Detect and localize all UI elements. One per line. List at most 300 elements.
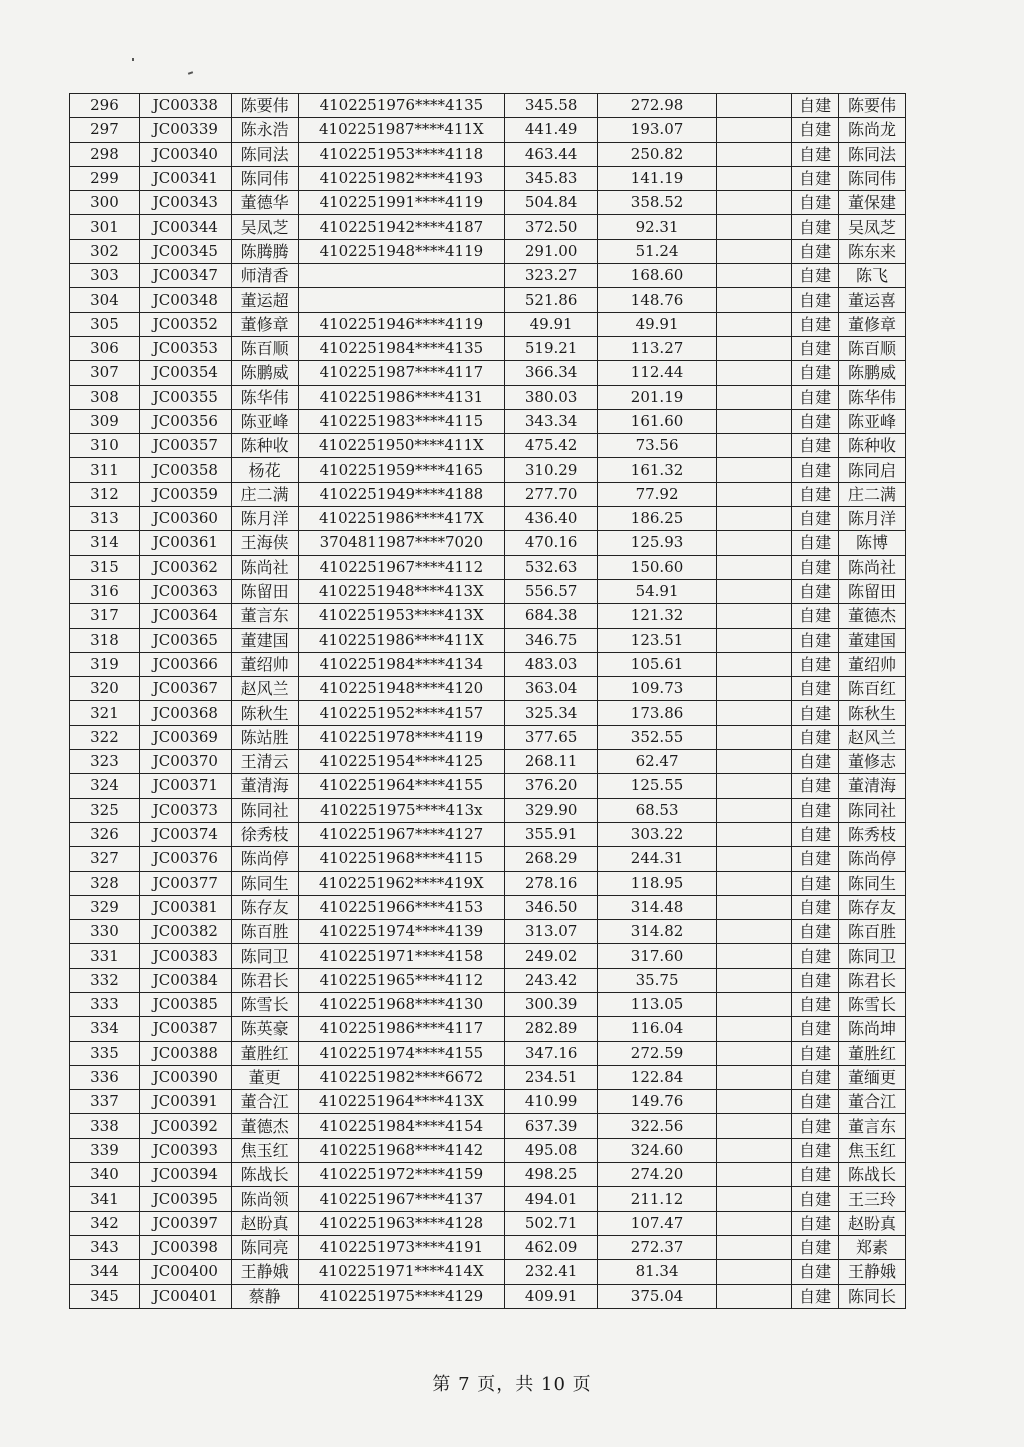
cell-area-1: 684.38: [505, 604, 598, 628]
cell-row-number: 303: [70, 264, 140, 288]
cell-area-1: 498.25: [505, 1163, 598, 1187]
cell-area-1: 470.16: [505, 531, 598, 555]
cell-build-type: 自建: [792, 774, 839, 798]
cell-id-number: 4102251964****413X: [298, 1090, 505, 1114]
cell-remark: [717, 579, 792, 603]
cell-name: 陈华伟: [231, 385, 298, 409]
table-row: [70, 1090, 906, 1114]
cell-build-type: 自建: [792, 652, 839, 676]
cell-name: 徐秀枝: [231, 822, 298, 846]
cell-record-code: JC00367: [139, 677, 231, 701]
cell-build-type: 自建: [792, 1235, 839, 1259]
cell-owner-name: 董缅更: [839, 1065, 906, 1089]
cell-build-type: 自建: [792, 1260, 839, 1284]
cell-area-1: 483.03: [505, 652, 598, 676]
cell-id-number: 4102251986****411X: [298, 628, 505, 652]
cell-owner-name: 郑素: [839, 1235, 906, 1259]
cell-build-type: 自建: [792, 409, 839, 433]
table-row: [70, 1163, 906, 1187]
cell-area-1: 268.11: [505, 750, 598, 774]
cell-remark: [717, 312, 792, 336]
cell-id-number: 4102251986****417X: [298, 507, 505, 531]
cell-name: 董德杰: [231, 1114, 298, 1138]
table-row: [70, 871, 906, 895]
table-row: [70, 142, 906, 166]
cell-row-number: 336: [70, 1065, 140, 1089]
cell-name: 陈腾腾: [231, 239, 298, 263]
cell-build-type: 自建: [792, 920, 839, 944]
cell-remark: [717, 142, 792, 166]
cell-build-type: 自建: [792, 531, 839, 555]
cell-id-number: 4102251968****4130: [298, 992, 505, 1016]
cell-remark: [717, 944, 792, 968]
cell-area-2: 81.34: [598, 1260, 717, 1284]
page-footer: 第 7 页，共 10 页: [432, 1374, 592, 1395]
cell-area-1: 268.29: [505, 847, 598, 871]
cell-record-code: JC00357: [139, 434, 231, 458]
table-row: [70, 1260, 906, 1284]
cell-name: 董德华: [231, 191, 298, 215]
cell-name: 董胜红: [231, 1041, 298, 1065]
cell-area-2: 105.61: [598, 652, 717, 676]
cell-owner-name: 董胜红: [839, 1041, 906, 1065]
cell-remark: [717, 652, 792, 676]
cell-owner-name: 陈同伟: [839, 166, 906, 190]
cell-area-1: 409.91: [505, 1284, 598, 1308]
cell-record-code: JC00353: [139, 336, 231, 360]
table-row: [70, 409, 906, 433]
cell-id-number: 4102251946****4119: [298, 312, 505, 336]
cell-row-number: 296: [70, 94, 140, 118]
cell-build-type: 自建: [792, 94, 839, 118]
cell-area-1: 519.21: [505, 336, 598, 360]
cell-name: 王清云: [231, 750, 298, 774]
cell-area-1: 243.42: [505, 968, 598, 992]
cell-row-number: 324: [70, 774, 140, 798]
cell-record-code: JC00387: [139, 1017, 231, 1041]
cell-area-1: 345.58: [505, 94, 598, 118]
cell-area-1: 441.49: [505, 118, 598, 142]
cell-owner-name: 陈尚社: [839, 555, 906, 579]
cell-name: 陈鹏威: [231, 361, 298, 385]
cell-build-type: 自建: [792, 992, 839, 1016]
cell-record-code: JC00354: [139, 361, 231, 385]
cell-id-number: 4102251976****4135: [298, 94, 505, 118]
cell-remark: [717, 920, 792, 944]
cell-remark: [717, 1090, 792, 1114]
cell-area-1: 300.39: [505, 992, 598, 1016]
cell-owner-name: 董修志: [839, 750, 906, 774]
cell-build-type: 自建: [792, 1017, 839, 1041]
cell-owner-name: 陈百胜: [839, 920, 906, 944]
cell-build-type: 自建: [792, 1041, 839, 1065]
cell-name: 陈月洋: [231, 507, 298, 531]
table-row: [70, 847, 906, 871]
cell-record-code: JC00385: [139, 992, 231, 1016]
cell-row-number: 329: [70, 895, 140, 919]
cell-build-type: 自建: [792, 312, 839, 336]
cell-remark: [717, 1017, 792, 1041]
cell-id-number: 4102251972****4159: [298, 1163, 505, 1187]
cell-remark: [717, 871, 792, 895]
table-row: [70, 1041, 906, 1065]
cell-area-1: 475.42: [505, 434, 598, 458]
cell-name: 陈秋生: [231, 701, 298, 725]
cell-name: 师清香: [231, 264, 298, 288]
cell-row-number: 306: [70, 336, 140, 360]
cell-record-code: JC00392: [139, 1114, 231, 1138]
cell-row-number: 344: [70, 1260, 140, 1284]
cell-build-type: 自建: [792, 750, 839, 774]
cell-build-type: 自建: [792, 968, 839, 992]
cell-id-number: 4102251971****414X: [298, 1260, 505, 1284]
table-row: [70, 774, 906, 798]
cell-id-number: 4102251975****413x: [298, 798, 505, 822]
cell-build-type: 自建: [792, 1284, 839, 1308]
cell-build-type: 自建: [792, 1163, 839, 1187]
cell-remark: [717, 1260, 792, 1284]
cell-id-number: 4102251949****4188: [298, 482, 505, 506]
cell-remark: [717, 288, 792, 312]
cell-record-code: JC00360: [139, 507, 231, 531]
cell-id-number: 4102251986****4117: [298, 1017, 505, 1041]
cell-area-2: 123.51: [598, 628, 717, 652]
cell-row-number: 345: [70, 1284, 140, 1308]
cell-record-code: JC00361: [139, 531, 231, 555]
cell-row-number: 309: [70, 409, 140, 433]
cell-row-number: 302: [70, 239, 140, 263]
cell-record-code: JC00366: [139, 652, 231, 676]
cell-area-1: 49.91: [505, 312, 598, 336]
table-row: [70, 968, 906, 992]
cell-area-1: 323.27: [505, 264, 598, 288]
cell-owner-name: 陈同生: [839, 871, 906, 895]
cell-record-code: JC00393: [139, 1138, 231, 1162]
cell-record-code: JC00362: [139, 555, 231, 579]
cell-area-1: 345.83: [505, 166, 598, 190]
table-row: [70, 434, 906, 458]
table-row: [70, 1065, 906, 1089]
cell-area-1: 343.34: [505, 409, 598, 433]
cell-name: 庄二满: [231, 482, 298, 506]
cell-owner-name: 庄二满: [839, 482, 906, 506]
cell-name: 陈百顺: [231, 336, 298, 360]
cell-build-type: 自建: [792, 847, 839, 871]
cell-row-number: 298: [70, 142, 140, 166]
cell-owner-name: 董清海: [839, 774, 906, 798]
cell-id-number: 4102251978****4119: [298, 725, 505, 749]
cell-name: 王静娥: [231, 1260, 298, 1284]
cell-name: 董修章: [231, 312, 298, 336]
cell-remark: [717, 968, 792, 992]
cell-area-1: 313.07: [505, 920, 598, 944]
cell-build-type: 自建: [792, 1138, 839, 1162]
cell-row-number: 340: [70, 1163, 140, 1187]
table-row: [70, 482, 906, 506]
cell-area-1: 463.44: [505, 142, 598, 166]
table-row: [70, 677, 906, 701]
cell-id-number: 4102251974****4155: [298, 1041, 505, 1065]
cell-record-code: JC00390: [139, 1065, 231, 1089]
cell-area-2: 211.12: [598, 1187, 717, 1211]
cell-record-code: JC00391: [139, 1090, 231, 1114]
cell-remark: [717, 264, 792, 288]
cell-id-number: 4102251966****4153: [298, 895, 505, 919]
cell-build-type: 自建: [792, 191, 839, 215]
cell-owner-name: 陈博: [839, 531, 906, 555]
cell-name: 陈同伟: [231, 166, 298, 190]
table-row: [70, 992, 906, 1016]
cell-name: 蔡静: [231, 1284, 298, 1308]
cell-area-1: 346.75: [505, 628, 598, 652]
cell-id-number: [298, 264, 505, 288]
cell-remark: [717, 555, 792, 579]
cell-remark: [717, 604, 792, 628]
cell-row-number: 335: [70, 1041, 140, 1065]
cell-record-code: JC00356: [139, 409, 231, 433]
cell-row-number: 342: [70, 1211, 140, 1235]
scan-speck: [132, 58, 134, 61]
cell-id-number: 4102251984****4154: [298, 1114, 505, 1138]
table-row: [70, 288, 906, 312]
cell-row-number: 308: [70, 385, 140, 409]
cell-area-2: 125.93: [598, 531, 717, 555]
cell-record-code: JC00363: [139, 579, 231, 603]
cell-owner-name: 陈君长: [839, 968, 906, 992]
cell-owner-name: 陈东来: [839, 239, 906, 263]
table-row: [70, 555, 906, 579]
table-row: [70, 385, 906, 409]
cell-owner-name: 陈华伟: [839, 385, 906, 409]
cell-name: 杨花: [231, 458, 298, 482]
cell-id-number: 4102251948****413X: [298, 579, 505, 603]
cell-owner-name: 陈百红: [839, 677, 906, 701]
table-row: [70, 750, 906, 774]
table-row: [70, 1235, 906, 1259]
table-row: [70, 822, 906, 846]
cell-remark: [717, 215, 792, 239]
cell-row-number: 318: [70, 628, 140, 652]
cell-id-number: 4102251975****4129: [298, 1284, 505, 1308]
cell-area-1: 436.40: [505, 507, 598, 531]
cell-area-2: 193.07: [598, 118, 717, 142]
cell-id-number: 4102251954****4125: [298, 750, 505, 774]
cell-record-code: JC00344: [139, 215, 231, 239]
cell-row-number: 339: [70, 1138, 140, 1162]
cell-area-2: 121.32: [598, 604, 717, 628]
cell-row-number: 313: [70, 507, 140, 531]
cell-owner-name: 董绍帅: [839, 652, 906, 676]
cell-area-2: 113.27: [598, 336, 717, 360]
cell-area-1: 355.91: [505, 822, 598, 846]
cell-area-2: 272.59: [598, 1041, 717, 1065]
cell-area-2: 118.95: [598, 871, 717, 895]
cell-id-number: 4102251973****4191: [298, 1235, 505, 1259]
cell-build-type: 自建: [792, 385, 839, 409]
cell-name: 董运超: [231, 288, 298, 312]
table-row: [70, 920, 906, 944]
cell-owner-name: 陈亚峰: [839, 409, 906, 433]
table-row: [70, 1211, 906, 1235]
cell-area-2: 62.47: [598, 750, 717, 774]
cell-build-type: 自建: [792, 1187, 839, 1211]
table-row: [70, 604, 906, 628]
cell-remark: [717, 1235, 792, 1259]
cell-area-1: 376.20: [505, 774, 598, 798]
cell-row-number: 333: [70, 992, 140, 1016]
cell-name: 董更: [231, 1065, 298, 1089]
cell-id-number: 4102251968****4142: [298, 1138, 505, 1162]
table-row: [70, 1114, 906, 1138]
cell-remark: [717, 434, 792, 458]
cell-area-1: 372.50: [505, 215, 598, 239]
cell-area-1: 366.34: [505, 361, 598, 385]
cell-area-1: 291.00: [505, 239, 598, 263]
cell-record-code: JC00400: [139, 1260, 231, 1284]
table-row: [70, 166, 906, 190]
cell-row-number: 301: [70, 215, 140, 239]
table-row: [70, 336, 906, 360]
cell-owner-name: 吴凤芝: [839, 215, 906, 239]
cell-record-code: JC00359: [139, 482, 231, 506]
cell-row-number: 321: [70, 701, 140, 725]
cell-remark: [717, 1041, 792, 1065]
cell-owner-name: 陈尚停: [839, 847, 906, 871]
cell-row-number: 341: [70, 1187, 140, 1211]
cell-owner-name: 陈飞: [839, 264, 906, 288]
cell-owner-name: 陈尚龙: [839, 118, 906, 142]
cell-row-number: 304: [70, 288, 140, 312]
cell-id-number: 4102251971****4158: [298, 944, 505, 968]
cell-record-code: JC00371: [139, 774, 231, 798]
cell-area-1: 232.41: [505, 1260, 598, 1284]
cell-owner-name: 董修章: [839, 312, 906, 336]
cell-row-number: 332: [70, 968, 140, 992]
cell-area-2: 68.53: [598, 798, 717, 822]
cell-remark: [717, 385, 792, 409]
cell-area-2: 272.98: [598, 94, 717, 118]
cell-remark: [717, 774, 792, 798]
cell-row-number: 326: [70, 822, 140, 846]
cell-area-2: 35.75: [598, 968, 717, 992]
cell-id-number: 4102251948****4119: [298, 239, 505, 263]
cell-remark: [717, 409, 792, 433]
cell-remark: [717, 701, 792, 725]
cell-remark: [717, 1163, 792, 1187]
cell-build-type: 自建: [792, 215, 839, 239]
cell-area-2: 161.32: [598, 458, 717, 482]
cell-owner-name: 陈尚坤: [839, 1017, 906, 1041]
cell-build-type: 自建: [792, 458, 839, 482]
cell-remark: [717, 482, 792, 506]
table-row: [70, 507, 906, 531]
cell-name: 陈种收: [231, 434, 298, 458]
table-row: [70, 94, 906, 118]
cell-remark: [717, 507, 792, 531]
cell-owner-name: 陈同法: [839, 142, 906, 166]
cell-record-code: JC00358: [139, 458, 231, 482]
cell-row-number: 327: [70, 847, 140, 871]
cell-id-number: 4102251983****4115: [298, 409, 505, 433]
cell-remark: [717, 798, 792, 822]
cell-remark: [717, 1211, 792, 1235]
cell-remark: [717, 1187, 792, 1211]
cell-area-1: 363.04: [505, 677, 598, 701]
cell-id-number: 4102251967****4127: [298, 822, 505, 846]
cell-name: 陈尚社: [231, 555, 298, 579]
cell-owner-name: 董保建: [839, 191, 906, 215]
cell-owner-name: 陈同卫: [839, 944, 906, 968]
cell-row-number: 300: [70, 191, 140, 215]
cell-area-2: 375.04: [598, 1284, 717, 1308]
cell-build-type: 自建: [792, 142, 839, 166]
cell-name: 陈存友: [231, 895, 298, 919]
cell-remark: [717, 94, 792, 118]
cell-owner-name: 焦玉红: [839, 1138, 906, 1162]
cell-remark: [717, 895, 792, 919]
cell-id-number: 4102251959****4165: [298, 458, 505, 482]
cell-row-number: 316: [70, 579, 140, 603]
cell-area-2: 112.44: [598, 361, 717, 385]
cell-area-2: 161.60: [598, 409, 717, 433]
cell-owner-name: 陈月洋: [839, 507, 906, 531]
cell-id-number: 4102251982****4193: [298, 166, 505, 190]
cell-id-number: 4102251987****411X: [298, 118, 505, 142]
cell-area-1: 556.57: [505, 579, 598, 603]
cell-owner-name: 陈秋生: [839, 701, 906, 725]
cell-owner-name: 王静娥: [839, 1260, 906, 1284]
cell-area-2: 113.05: [598, 992, 717, 1016]
cell-row-number: 319: [70, 652, 140, 676]
cell-build-type: 自建: [792, 239, 839, 263]
cell-area-2: 168.60: [598, 264, 717, 288]
table-row: [70, 361, 906, 385]
cell-id-number: 4102251942****4187: [298, 215, 505, 239]
cell-area-2: 186.25: [598, 507, 717, 531]
cell-area-1: 495.08: [505, 1138, 598, 1162]
cell-record-code: JC00377: [139, 871, 231, 895]
cell-area-1: 329.90: [505, 798, 598, 822]
cell-row-number: 343: [70, 1235, 140, 1259]
cell-row-number: 297: [70, 118, 140, 142]
cell-owner-name: 陈要伟: [839, 94, 906, 118]
cell-row-number: 323: [70, 750, 140, 774]
cell-area-1: 310.29: [505, 458, 598, 482]
cell-area-2: 141.19: [598, 166, 717, 190]
cell-remark: [717, 239, 792, 263]
cell-record-code: JC00364: [139, 604, 231, 628]
cell-remark: [717, 191, 792, 215]
cell-owner-name: 陈同社: [839, 798, 906, 822]
table-row: [70, 312, 906, 336]
cell-record-code: JC00369: [139, 725, 231, 749]
cell-area-1: 325.34: [505, 701, 598, 725]
cell-remark: [717, 992, 792, 1016]
cell-row-number: 305: [70, 312, 140, 336]
cell-area-2: 150.60: [598, 555, 717, 579]
cell-record-code: JC00345: [139, 239, 231, 263]
cell-record-code: JC00388: [139, 1041, 231, 1065]
cell-name: 吴凤芝: [231, 215, 298, 239]
cell-record-code: JC00339: [139, 118, 231, 142]
cell-area-1: 234.51: [505, 1065, 598, 1089]
cell-name: 陈雪长: [231, 992, 298, 1016]
cell-row-number: 337: [70, 1090, 140, 1114]
cell-area-1: 521.86: [505, 288, 598, 312]
cell-owner-name: 陈存友: [839, 895, 906, 919]
cell-area-1: 346.50: [505, 895, 598, 919]
table-row: [70, 118, 906, 142]
